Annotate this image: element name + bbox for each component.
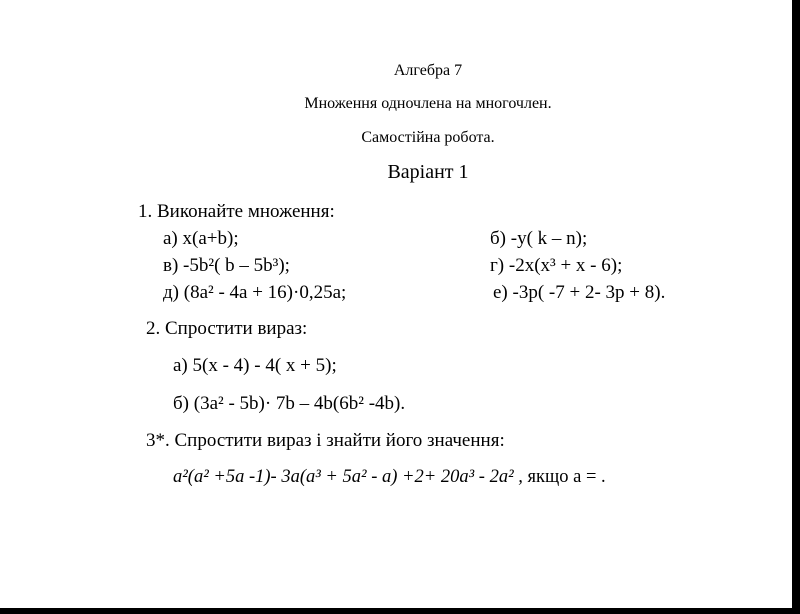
task2-item-b: б) (3a² - 5b)· 7b – 4b(6b² -4b). [173, 393, 406, 414]
page-border-right [792, 0, 800, 614]
task2-item-a: а) 5(x - 4) - 4( x + 5); [173, 355, 337, 376]
task1-item-v: в) -5b²( b – 5b³); [163, 255, 290, 276]
course-title: Алгебра 7 [393, 62, 463, 79]
task3-condition: якщо a = . [527, 467, 606, 487]
task3-expression: a²(a² +5a -1)- 3a(a³ + 5a² - a) +2+ 20a³ - 2a² , [173, 467, 523, 487]
work-type-title: Самостійна робота. [361, 129, 495, 146]
variant-title: Варіант 1 [387, 161, 469, 183]
task1-item-g: г) -2x(x³ + x - 6); [490, 255, 623, 276]
page-border-bottom [0, 608, 800, 614]
task1-title: 1. Виконайте множення: [138, 201, 335, 222]
task2-title: 2. Спростити вираз: [146, 318, 308, 339]
task1-item-a: а) x(a+b); [163, 228, 239, 249]
task3-title: 3*. Спростити вираз і знайти його значення: [146, 430, 505, 451]
task1-item-b: б) -y( k – n); [490, 228, 588, 249]
topic-title: Множення одночлена на многочлен. [304, 95, 552, 112]
task1-item-d: д) (8a² - 4a + 16)·0,25a; [163, 282, 347, 303]
task3-expression-line [173, 467, 606, 488]
task1-item-e: е) -3р( -7 + 2- 3р + 8). [493, 282, 666, 303]
